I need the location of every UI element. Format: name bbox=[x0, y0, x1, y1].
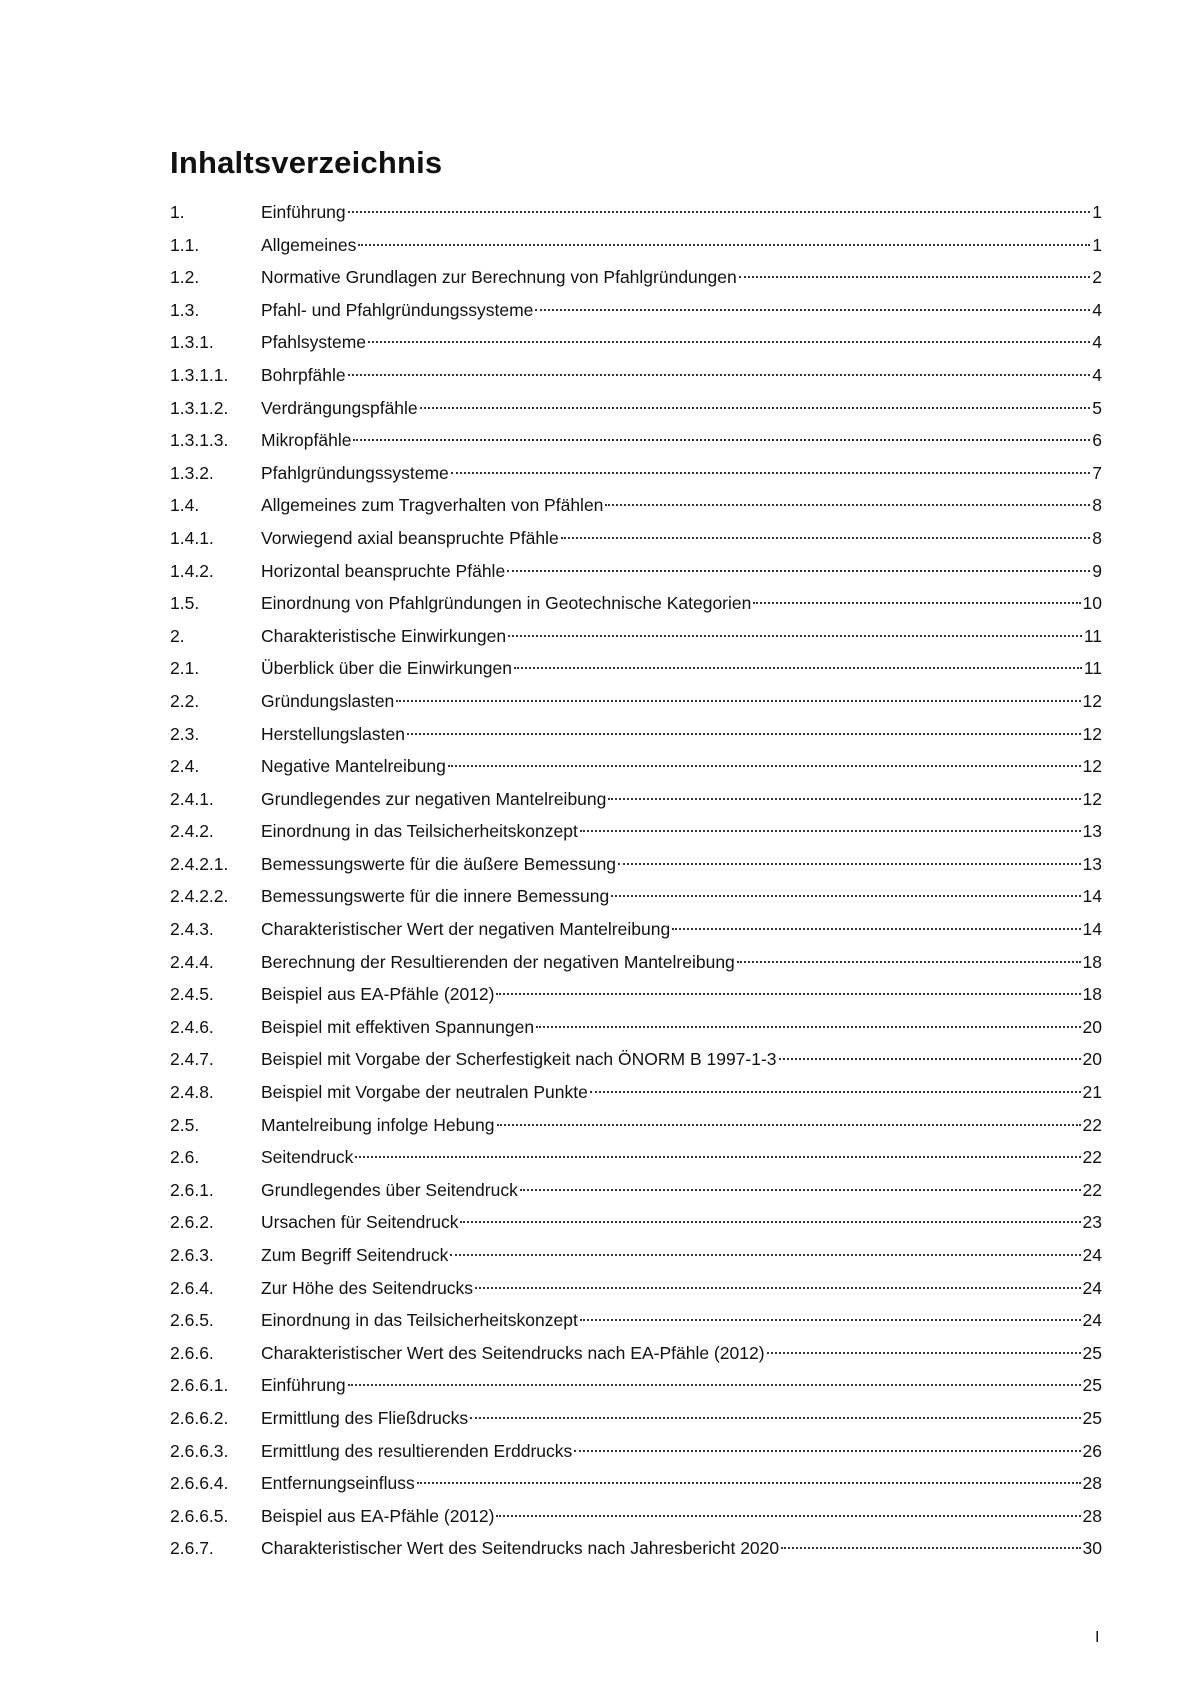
toc-entry[interactable] bbox=[170, 1011, 1102, 1044]
toc-entry[interactable] bbox=[170, 783, 1102, 816]
toc-dot-leader bbox=[496, 1515, 1080, 1517]
toc-dot-leader bbox=[407, 733, 1081, 735]
toc-entry-page[interactable]: 22 bbox=[1082, 1179, 1102, 1200]
toc-dot-leader bbox=[355, 1156, 1080, 1158]
toc-entry[interactable] bbox=[170, 261, 1102, 294]
toc-entry-page[interactable]: 12 bbox=[1082, 690, 1102, 711]
toc-entry[interactable] bbox=[170, 1402, 1102, 1435]
toc-entry[interactable] bbox=[170, 1500, 1102, 1533]
toc-entry-title[interactable]: Einordnung in das Teilsicherheitskonzept bbox=[261, 1310, 578, 1331]
toc-dot-leader bbox=[497, 1124, 1081, 1126]
toc-entry-number: 2.6.5. bbox=[170, 1310, 214, 1331]
toc-entry-page[interactable]: 30 bbox=[1082, 1538, 1102, 1559]
toc-entry[interactable] bbox=[170, 946, 1102, 979]
toc-entry[interactable] bbox=[170, 196, 1102, 229]
toc-entry-title[interactable]: Pfahl- und Pfahlgründungssysteme bbox=[261, 299, 534, 320]
toc-dot-leader bbox=[348, 211, 1091, 213]
toc-entry-number: 2.6.6.3. bbox=[170, 1440, 229, 1461]
toc-entry[interactable] bbox=[170, 587, 1102, 620]
toc-entry-number: 2.6.1. bbox=[170, 1179, 214, 1200]
toc-entry-number: 2.6.6.1. bbox=[170, 1375, 229, 1396]
toc-entry[interactable] bbox=[170, 1109, 1102, 1142]
toc-entry[interactable] bbox=[170, 522, 1102, 555]
toc-entry-page[interactable]: 6 bbox=[1092, 430, 1102, 451]
toc-entry-page[interactable]: 14 bbox=[1082, 919, 1102, 940]
toc-entry-number: 1.3.1.1. bbox=[170, 364, 229, 385]
toc-entry-page[interactable]: 7 bbox=[1092, 462, 1102, 483]
toc-entry-title[interactable]: Pfahlsysteme bbox=[261, 332, 367, 353]
toc-entry-page[interactable]: 4 bbox=[1092, 332, 1102, 353]
toc-entry-title[interactable]: Charakteristischer Wert der negativen Mantelreibung bbox=[261, 919, 671, 940]
toc-entry-number: 1.4.1. bbox=[170, 527, 214, 548]
toc-dot-leader bbox=[618, 863, 1080, 865]
page-title: Inhaltsverzeichnis bbox=[170, 145, 443, 180]
toc-entry-page[interactable]: 12 bbox=[1082, 788, 1102, 809]
toc-dot-leader bbox=[475, 1287, 1080, 1289]
toc-entry-title[interactable]: Negative Mantelreibung bbox=[261, 756, 446, 777]
toc-dot-leader bbox=[417, 1482, 1081, 1484]
toc-entry-title[interactable]: Mikropfähle bbox=[261, 430, 352, 451]
toc-entry-title[interactable]: Gründungslasten bbox=[261, 690, 395, 711]
toc-entry-number: 2.6.6.4. bbox=[170, 1473, 229, 1494]
toc-dot-leader bbox=[590, 1091, 1081, 1093]
toc-entry-page[interactable]: 25 bbox=[1082, 1375, 1102, 1396]
toc-entry[interactable] bbox=[170, 1239, 1102, 1272]
toc-entry-title[interactable]: Zum Begriff Seitendruck bbox=[261, 1245, 449, 1265]
toc-entry-page[interactable]: 13 bbox=[1082, 853, 1102, 874]
toc-entry-number: 2.4.1. bbox=[170, 788, 214, 809]
toc-entry-title[interactable]: Grundlegendes über Seitendruck bbox=[261, 1179, 518, 1200]
toc-entry-number: 2.4.7. bbox=[170, 1049, 214, 1070]
toc-entry-page[interactable]: 12 bbox=[1082, 756, 1102, 777]
toc-entry[interactable] bbox=[170, 1532, 1102, 1565]
toc-dot-leader bbox=[520, 1189, 1081, 1191]
toc-entry-title[interactable]: Ermittlung des resultierenden Erddrucks bbox=[261, 1440, 573, 1461]
toc-dot-leader bbox=[420, 407, 1091, 409]
toc-entry-title[interactable]: Allgemeines zum Tragverhalten von Pfählen bbox=[261, 495, 604, 516]
toc-entry-title[interactable]: Allgemeines bbox=[261, 234, 357, 255]
toc-entry[interactable] bbox=[170, 718, 1102, 751]
toc-entry-page[interactable]: 4 bbox=[1092, 299, 1102, 320]
toc-entry-page[interactable]: 24 bbox=[1082, 1310, 1102, 1331]
toc-entry-title[interactable]: Beispiel aus EA-Pfähle (2012) bbox=[261, 984, 495, 1005]
toc-entry-title[interactable]: Horizontal beanspruchte Pfähle bbox=[261, 560, 506, 581]
toc-entry[interactable] bbox=[170, 685, 1102, 718]
toc-entry[interactable] bbox=[170, 750, 1102, 783]
toc-entry[interactable] bbox=[170, 1206, 1102, 1239]
toc-entry[interactable] bbox=[170, 489, 1102, 522]
toc-entry[interactable] bbox=[170, 1337, 1102, 1370]
toc-entry-title[interactable]: Einführung bbox=[261, 1375, 346, 1396]
toc-dot-leader bbox=[580, 830, 1081, 832]
toc-entry-number: 2.4.2.1. bbox=[170, 853, 229, 874]
toc-entry-page[interactable]: 11 bbox=[1083, 625, 1102, 646]
toc-entry-title[interactable]: Bemessungswerte für die innere Bemessung bbox=[261, 886, 610, 907]
toc-dot-leader bbox=[448, 765, 1081, 767]
toc-dot-leader bbox=[368, 341, 1090, 343]
toc-entry-number: 2.4.3. bbox=[170, 919, 214, 940]
toc-entry[interactable] bbox=[170, 1304, 1102, 1337]
toc-entry-title[interactable]: Ursachen für Seitendruck bbox=[261, 1212, 459, 1233]
toc-entry[interactable] bbox=[170, 848, 1102, 881]
toc-entry-number: 2.4.2.2. bbox=[170, 886, 229, 907]
toc-dot-leader bbox=[580, 1319, 1081, 1321]
toc-entry-number: 2.4.6. bbox=[170, 1016, 214, 1037]
toc-entry-title[interactable]: Zur Höhe des Seitendrucks bbox=[261, 1277, 474, 1298]
toc-entry-number: 2.4.5. bbox=[170, 984, 214, 1005]
toc-entry[interactable] bbox=[170, 1369, 1102, 1402]
toc-entry[interactable] bbox=[170, 1141, 1102, 1174]
toc-entry-number: 1. bbox=[170, 202, 185, 222]
toc-entry-number: 1.1. bbox=[170, 234, 200, 255]
toc-entry-page[interactable]: 24 bbox=[1082, 1245, 1102, 1265]
toc-entry-title[interactable]: Entfernungseinfluss bbox=[261, 1473, 415, 1494]
toc-entry[interactable] bbox=[170, 229, 1102, 262]
toc-entry-title[interactable]: Charakteristische Einwirkungen bbox=[261, 625, 507, 646]
toc-entry-title[interactable]: Überblick über die Einwirkungen bbox=[261, 658, 512, 679]
toc-entry-number: 2.4.2. bbox=[170, 821, 214, 842]
toc-entry-number: 2.1. bbox=[170, 658, 200, 679]
toc-dot-leader bbox=[348, 1384, 1081, 1386]
toc-entry-page[interactable]: 14 bbox=[1082, 886, 1102, 907]
toc-entry[interactable] bbox=[170, 1043, 1102, 1076]
toc-entry-title[interactable]: Herstellungslasten bbox=[261, 723, 405, 744]
toc-entry-page[interactable]: 1 bbox=[1092, 234, 1102, 255]
toc-entry-page[interactable]: 9 bbox=[1092, 560, 1102, 581]
toc-entry-number: 2.5. bbox=[170, 1114, 200, 1135]
toc-entry[interactable] bbox=[170, 392, 1102, 425]
toc-dot-leader bbox=[536, 1026, 1080, 1028]
table-of-contents bbox=[170, 196, 1102, 1565]
toc-dot-leader bbox=[508, 635, 1082, 637]
toc-entry-title[interactable]: Beispiel aus EA-Pfähle (2012) bbox=[261, 1505, 495, 1526]
toc-entry-page[interactable]: 28 bbox=[1082, 1473, 1102, 1494]
toc-dot-leader bbox=[739, 276, 1091, 278]
toc-entry-page[interactable]: 18 bbox=[1082, 951, 1102, 972]
toc-entry-page[interactable]: 24 bbox=[1082, 1277, 1102, 1298]
toc-entry[interactable] bbox=[170, 620, 1102, 653]
toc-entry-number: 1.3.1.3. bbox=[170, 430, 229, 451]
toc-entry[interactable] bbox=[170, 294, 1102, 327]
toc-entry[interactable] bbox=[170, 1467, 1102, 1500]
toc-entry-page[interactable]: 22 bbox=[1082, 1147, 1102, 1168]
toc-dot-leader bbox=[358, 244, 1090, 246]
toc-dot-leader bbox=[781, 1547, 1080, 1549]
toc-dot-leader bbox=[396, 700, 1080, 702]
toc-entry[interactable] bbox=[170, 652, 1102, 685]
toc-entry-page[interactable]: 25 bbox=[1082, 1342, 1102, 1363]
toc-dot-leader bbox=[608, 798, 1080, 800]
toc-entry[interactable] bbox=[170, 1272, 1102, 1305]
toc-dot-leader bbox=[753, 602, 1080, 604]
toc-entry-number: 1.3.1.2. bbox=[170, 397, 229, 418]
toc-entry-number: 2.6.6.5. bbox=[170, 1505, 229, 1526]
toc-entry-number: 2. bbox=[170, 625, 185, 646]
toc-entry-title[interactable]: Vorwiegend axial beanspruchte Pfähle bbox=[261, 527, 559, 548]
toc-entry-page[interactable]: 18 bbox=[1082, 984, 1102, 1005]
toc-entry-page[interactable]: 23 bbox=[1082, 1212, 1102, 1233]
toc-dot-leader bbox=[767, 1352, 1081, 1354]
toc-entry-page[interactable]: 20 bbox=[1082, 1016, 1102, 1037]
toc-entry[interactable] bbox=[170, 1435, 1102, 1468]
toc-dot-leader bbox=[353, 439, 1090, 441]
toc-entry[interactable] bbox=[170, 815, 1102, 848]
toc-entry-title[interactable]: Normative Grundlagen zur Berechnung von Pfahlgründungen bbox=[261, 267, 737, 288]
toc-entry-title[interactable]: Einordnung in das Teilsicherheitskonzept bbox=[261, 821, 578, 842]
toc-entry-page[interactable]: 4 bbox=[1092, 364, 1102, 385]
toc-entry-page[interactable]: 25 bbox=[1082, 1407, 1102, 1428]
toc-entry-page[interactable]: 1 bbox=[1092, 202, 1102, 222]
toc-entry[interactable] bbox=[170, 1174, 1102, 1207]
toc-entry-page[interactable]: 26 bbox=[1082, 1440, 1102, 1461]
toc-entry-page[interactable]: 5 bbox=[1092, 397, 1102, 418]
toc-entry-title[interactable]: Bemessungswerte für die äußere Bemessung bbox=[261, 853, 617, 874]
toc-entry-title[interactable]: Charakteristischer Wert des Seitendrucks nach Jahresbericht 2020 bbox=[261, 1538, 780, 1559]
toc-entry[interactable] bbox=[170, 424, 1102, 457]
toc-dot-leader bbox=[605, 504, 1090, 506]
toc-entry-page[interactable]: 11 bbox=[1083, 658, 1102, 679]
toc-dot-leader bbox=[611, 895, 1080, 897]
toc-entry-title[interactable]: Mantelreibung infolge Hebung bbox=[261, 1114, 495, 1135]
toc-dot-leader bbox=[348, 374, 1091, 376]
toc-entry-page[interactable]: 8 bbox=[1092, 495, 1102, 516]
toc-entry-title[interactable]: Beispiel mit Vorgabe der Scherfestigkeit nach ÖNORM B 1997-1-3 bbox=[261, 1049, 777, 1070]
toc-entry-title[interactable]: Pfahlgründungssysteme bbox=[261, 462, 449, 483]
toc-dot-leader bbox=[507, 570, 1090, 572]
toc-entry-number: 1.4. bbox=[170, 495, 200, 516]
toc-entry-page[interactable]: 2 bbox=[1092, 267, 1102, 288]
toc-entry-title[interactable]: Charakteristischer Wert des Seitendrucks nach EA-Pfähle (2012) bbox=[261, 1342, 765, 1363]
toc-entry-title[interactable]: Seitendruck bbox=[261, 1147, 354, 1168]
toc-entry-page[interactable]: 28 bbox=[1082, 1505, 1102, 1526]
toc-entry-number: 2.6.6.2. bbox=[170, 1407, 229, 1428]
toc-entry-title[interactable]: Ermittlung des Fließdrucks bbox=[261, 1407, 469, 1428]
toc-entry-number: 1.5. bbox=[170, 593, 200, 614]
toc-entry-title[interactable]: Bohrpfähle bbox=[261, 364, 346, 385]
toc-entry-number: 2.6.7. bbox=[170, 1538, 214, 1559]
toc-entry-number: 1.4.2. bbox=[170, 560, 214, 581]
toc-entry[interactable] bbox=[170, 913, 1102, 946]
toc-entry-number: 1.2. bbox=[170, 267, 200, 288]
toc-entry[interactable] bbox=[170, 1076, 1102, 1109]
toc-entry-number: 2.4.8. bbox=[170, 1082, 214, 1103]
toc-dot-leader bbox=[470, 1417, 1080, 1419]
toc-entry[interactable] bbox=[170, 326, 1102, 359]
toc-entry-title[interactable]: Einordnung von Pfahlgründungen in Geotechnische Kategorien bbox=[261, 593, 752, 614]
toc-entry-number: 2.6. bbox=[170, 1147, 200, 1168]
toc-entry-number: 2.4.4. bbox=[170, 951, 214, 972]
toc-entry-number: 2.6.3. bbox=[170, 1245, 214, 1265]
toc-entry-page[interactable]: 21 bbox=[1082, 1082, 1102, 1103]
toc-dot-leader bbox=[514, 667, 1082, 669]
toc-entry[interactable] bbox=[170, 359, 1102, 392]
toc-dot-leader bbox=[779, 1058, 1081, 1060]
toc-entry-page[interactable]: 13 bbox=[1082, 821, 1102, 842]
toc-entry-number: 1.3.2. bbox=[170, 462, 214, 483]
toc-entry-number: 2.2. bbox=[170, 690, 200, 711]
toc-entry-number: 1.3.1. bbox=[170, 332, 214, 353]
toc-entry-number: 2.3. bbox=[170, 723, 200, 744]
toc-dot-leader bbox=[460, 1221, 1080, 1223]
toc-entry-page[interactable]: 20 bbox=[1082, 1049, 1102, 1070]
toc-entry-title[interactable]: Verdrängungspfähle bbox=[261, 397, 418, 418]
toc-dot-leader bbox=[451, 472, 1091, 474]
toc-dot-leader bbox=[737, 961, 1081, 963]
toc-entry-title[interactable]: Einführung bbox=[261, 202, 346, 222]
toc-entry-number: 2.6.4. bbox=[170, 1277, 214, 1298]
toc-entry-page[interactable]: 22 bbox=[1082, 1114, 1102, 1135]
toc-entry-page[interactable]: 10 bbox=[1082, 593, 1102, 614]
toc-dot-leader bbox=[450, 1254, 1080, 1256]
toc-entry-title[interactable]: Berechnung der Resultierenden der negativen Mantelreibung bbox=[261, 951, 735, 972]
toc-entry-page[interactable]: 12 bbox=[1082, 723, 1102, 744]
toc-entry[interactable] bbox=[170, 978, 1102, 1011]
toc-entry-title[interactable]: Beispiel mit effektiven Spannungen bbox=[261, 1016, 535, 1037]
toc-dot-leader bbox=[561, 537, 1091, 539]
toc-dot-leader bbox=[672, 928, 1080, 930]
toc-entry-number: 2.6.6. bbox=[170, 1342, 214, 1363]
toc-entry[interactable] bbox=[170, 880, 1102, 913]
toc-entry-number: 1.3. bbox=[170, 299, 200, 320]
toc-dot-leader bbox=[535, 309, 1090, 311]
toc-entry-number: 2.4. bbox=[170, 756, 200, 777]
toc-dot-leader bbox=[574, 1450, 1080, 1452]
page-number: I bbox=[1095, 1629, 1100, 1646]
toc-entry[interactable] bbox=[170, 457, 1102, 490]
toc-entry-page[interactable]: 8 bbox=[1092, 527, 1102, 548]
toc-dot-leader bbox=[496, 993, 1080, 995]
toc-entry[interactable] bbox=[170, 555, 1102, 588]
toc-entry-number: 2.6.2. bbox=[170, 1212, 214, 1233]
toc-entry-title[interactable]: Grundlegendes zur negativen Mantelreibung bbox=[261, 788, 607, 809]
toc-entry-title[interactable]: Beispiel mit Vorgabe der neutralen Punkte bbox=[261, 1082, 588, 1103]
